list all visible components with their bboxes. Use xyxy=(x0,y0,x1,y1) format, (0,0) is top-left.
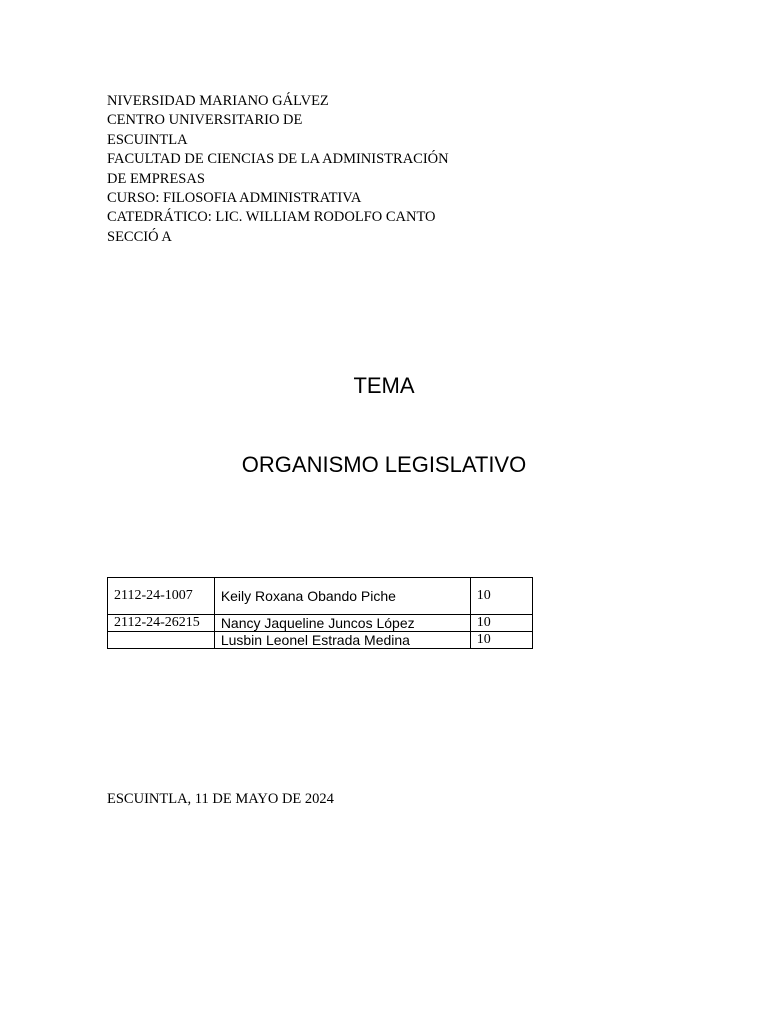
place-and-date: ESCUINTLA, 11 DE MAYO DE 2024 xyxy=(107,791,334,807)
faculty-line-2: DE EMPRESAS xyxy=(107,170,205,187)
student-grade-cell: 10 xyxy=(470,578,532,615)
table-row xyxy=(108,632,533,649)
center-name-line-1: CENTRO UNIVERSITARIO DE xyxy=(107,112,303,129)
topic-title: ORGANISMO LEGISLATIVO xyxy=(241,452,527,477)
student-name-cell: Nancy Jaqueline Juncos López xyxy=(214,615,470,632)
table-row xyxy=(108,615,533,632)
student-name-cell: Lusbin Leonel Estrada Medina xyxy=(214,632,470,649)
topic-label: TEMA xyxy=(353,373,415,398)
student-id-cell xyxy=(108,632,215,649)
student-id-cell: 2112-24-26215 xyxy=(108,615,215,632)
faculty-line-1: FACULTAD DE CIENCIAS DE LA ADMINISTRACIÓN xyxy=(107,151,449,168)
student-grade-cell: 10 xyxy=(470,632,532,649)
institution-header xyxy=(107,92,507,247)
center-name-line-2: ESCUINTLA xyxy=(107,131,188,148)
course-line: CURSO: FILOSOFIA ADMINISTRATIVA xyxy=(107,190,362,207)
university-name: NIVERSIDAD MARIANO GÁLVEZ xyxy=(107,93,329,109)
table-row xyxy=(108,578,533,615)
student-grade-cell: 10 xyxy=(470,615,532,632)
student-name-cell: Keily Roxana Obando Piche xyxy=(214,578,470,615)
student-id-cell: 2112-24-1007 xyxy=(108,578,215,615)
professor-line: CATEDRÁTICO: LIC. WILLIAM RODOLFO CANTO xyxy=(107,209,436,226)
section-line: SECCIÓ A xyxy=(107,228,172,245)
members-table xyxy=(107,577,533,649)
